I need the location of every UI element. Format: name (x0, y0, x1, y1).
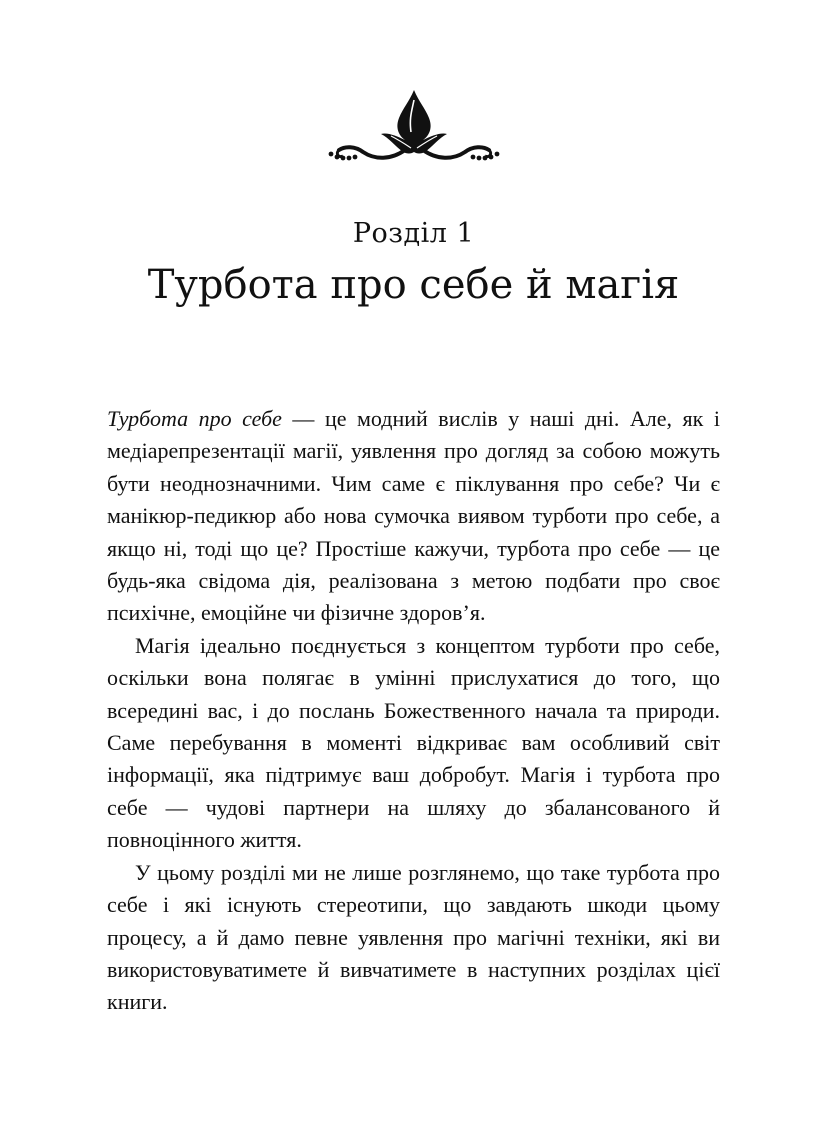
chapter-title: Турбота про себе й магія (147, 262, 680, 308)
chapter-body (107, 403, 720, 1019)
paragraph-2: Магія ідеально поєднується з концептом турботи про себе, оскільки вона полягає в умінні прислухатися до того, що всередині вас, і до послань Божественного начала та природи. Саме перебування в моменті відкриває вам особливий світ інформації, яка підтримує ваш добробут. Магія і турбота про себе — чудові партнери на шляху до збалансованого й повноцінного життя. (107, 632, 720, 853)
paragraph-3: У цьому розділі ми не лише розглянемо, що таке турбота про себе і які існують стереотипи, що завдають шкоди цьому процесу, а й дамо певне уявлення про магічні техніки, які ви використовуватимете й вивчатимете в наступних розділах цієї книги. (107, 859, 720, 1015)
paragraph-1-text: — це модний вислів у наші дні. Але, як і медіарепрезентації магії, уявлення про догляд за собою можуть бути неоднозначними. Чим саме є піклування про себе? Чи є манікюр-педикюр або нова сумочка виявом турботи про себе, а якщо ні, тоді що це? Простіше кажучи, турбота про себе — це будь-яка свідома дія, реалізована з метою подбати про своє психічне, емоційне чи фізичне здоров’я. (107, 406, 720, 626)
paragraph-1 (107, 403, 720, 630)
paragraph-1-lead: Турбота про себе (107, 406, 282, 431)
leaf-flourish-icon (325, 88, 503, 168)
chapter-label: Розділ 1 (352, 218, 475, 249)
